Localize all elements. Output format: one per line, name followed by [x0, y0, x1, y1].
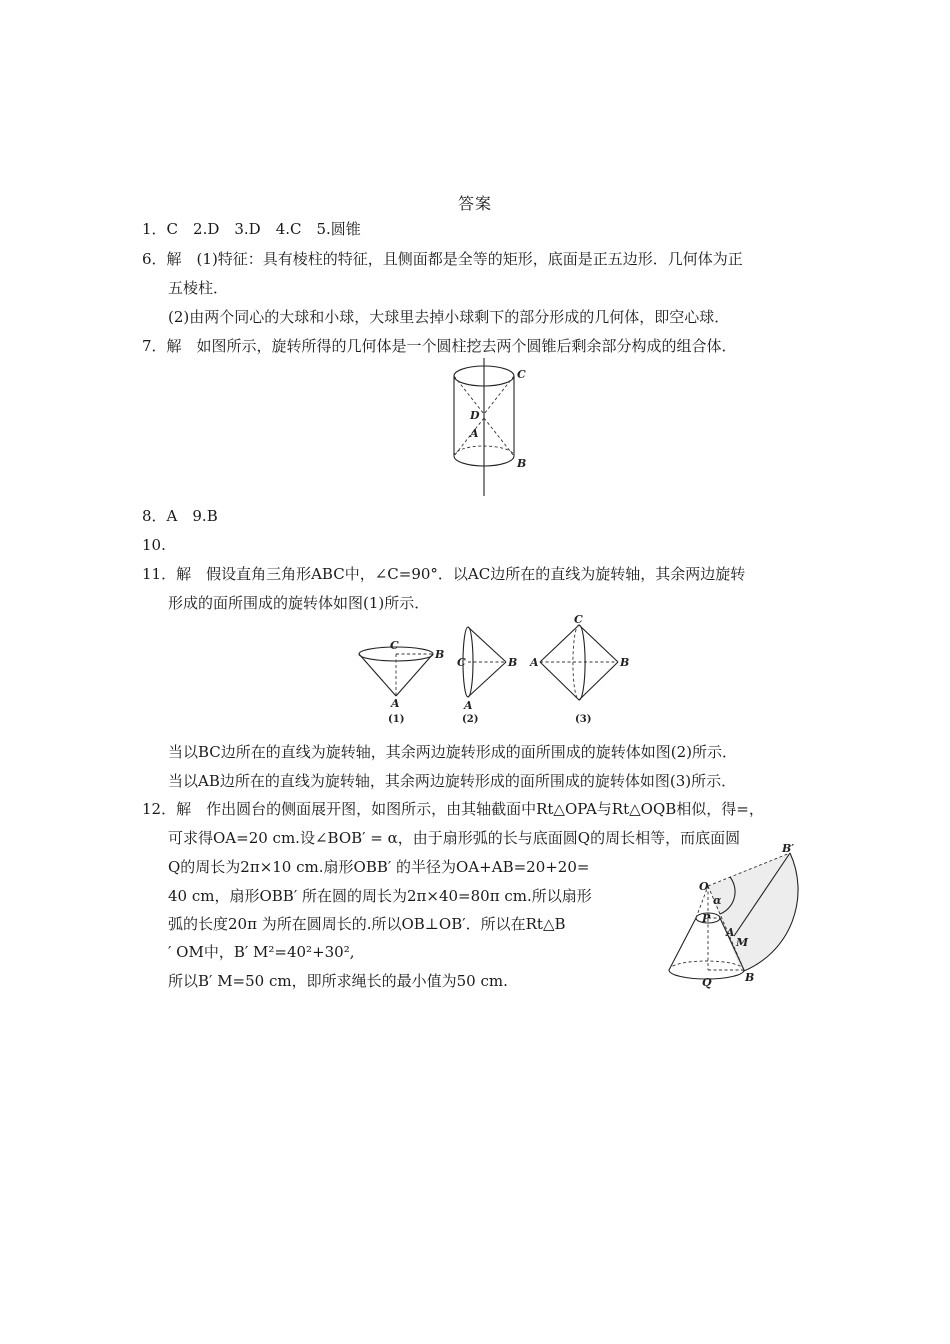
frustum-label-alpha: α — [713, 894, 722, 907]
fig2-label-B: B — [508, 656, 518, 669]
label-D: D — [470, 409, 480, 422]
label-B: B — [517, 457, 527, 470]
fig2-caption: (2) — [462, 714, 479, 725]
answer-1-5: 1．C 2.D 3.D 4.C 5.圆锥 — [142, 220, 361, 238]
frustum-label-A: A — [726, 926, 735, 939]
answer-12-line-4: 40 cm，扇形OBB′ 所在圆的周长为2π×40=80π cm.所以扇形 — [168, 887, 592, 905]
frustum-label-P: P — [702, 912, 711, 925]
fig1-caption: (1) — [388, 714, 405, 725]
page-title: 答案 — [457, 194, 492, 213]
fig2-label-C: C — [457, 656, 466, 669]
answer-11-line-2: 形成的面所围成的旋转体如图(1)所示． — [168, 594, 430, 612]
answer-12-line-3: Q的周长为2π×10 cm.扇形OBB′ 的半径为OA+AB=20+20= — [168, 858, 590, 876]
answer-12-line-1: 12．解 作出圆台的侧面展开图，如图所示，由其轴截面中Rt△OPA与Rt△OQB相似，得=， — [142, 800, 764, 818]
answer-6-line-1: 6．解 (1)特征：具有棱柱的特征，且侧面都是全等的矩形，底面是正五边形．几何体为正 — [142, 250, 743, 268]
fig3-label-A: A — [530, 656, 539, 669]
answer-6-line-3: (2)由两个同心的大球和小球，大球里去掉小球剩下的部分形成的几何体，即空心球． — [168, 308, 730, 326]
figure-3-double-cone — [529, 613, 629, 725]
fig3-label-C: C — [574, 613, 583, 626]
figure-2-cone — [457, 627, 517, 725]
frustum-label-B: B — [745, 971, 755, 984]
answer-6-line-2: 五棱柱． — [168, 279, 229, 297]
answer-11-line-3: 当以BC边所在的直线为旋转轴，其余两边旋转形成的面所围成的旋转体如图(2)所示． — [168, 743, 738, 761]
answer-8-9: 8．A 9.B — [142, 507, 218, 525]
fig1-label-B: B — [435, 648, 445, 661]
answer-12-line-6: ′ OM中，B′ M²=40²+30², — [168, 943, 355, 961]
answer-11-line-4: 当以AB边所在的直线为旋转轴，其余两边旋转形成的面所围成的旋转体如图(3)所示． — [168, 772, 737, 790]
answer-12-line-5: 弧的长度20π 为所在圆周长的.所以OB⊥OB′．所以在Rt△B — [168, 915, 566, 933]
figure-1-cone — [359, 639, 444, 725]
fig2-label-A: A — [464, 699, 473, 712]
answer-10: 10. — [142, 536, 166, 554]
answer-7: 7．解 如图所示，旋转所得的几何体是一个圆柱挖去两个圆锥后剩余部分构成的组合体． — [142, 337, 737, 355]
frustum-label-O: O — [699, 880, 709, 893]
frustum-figure — [664, 840, 814, 990]
fig1-label-A: A — [391, 697, 400, 710]
frustum-label-M: M — [736, 936, 749, 949]
cones-figure — [350, 612, 640, 728]
cylinder-figure — [440, 356, 540, 498]
answer-11-line-1: 11．解 假设直角三角形ABC中，∠C=90°．以AC边所在的直线为旋转轴，其余两边旋转 — [142, 565, 746, 583]
answer-12-line-2: 可求得OA=20 cm.设∠BOB′ = α，由于扇形弧的长与底面圆Q的周长相等，而底面圆 — [168, 829, 741, 847]
fig3-label-B: B — [620, 656, 630, 669]
fig3-caption: (3) — [575, 714, 592, 725]
frustum-label-Q: Q — [702, 976, 712, 989]
label-C: C — [517, 368, 526, 381]
frustum-label-Bprime: B′ — [782, 842, 795, 855]
label-A: A — [470, 427, 479, 440]
answer-12-line-7: 所以B′ M=50 cm，即所求绳长的最小值为50 cm. — [168, 972, 508, 990]
fig1-label-C: C — [390, 639, 399, 652]
